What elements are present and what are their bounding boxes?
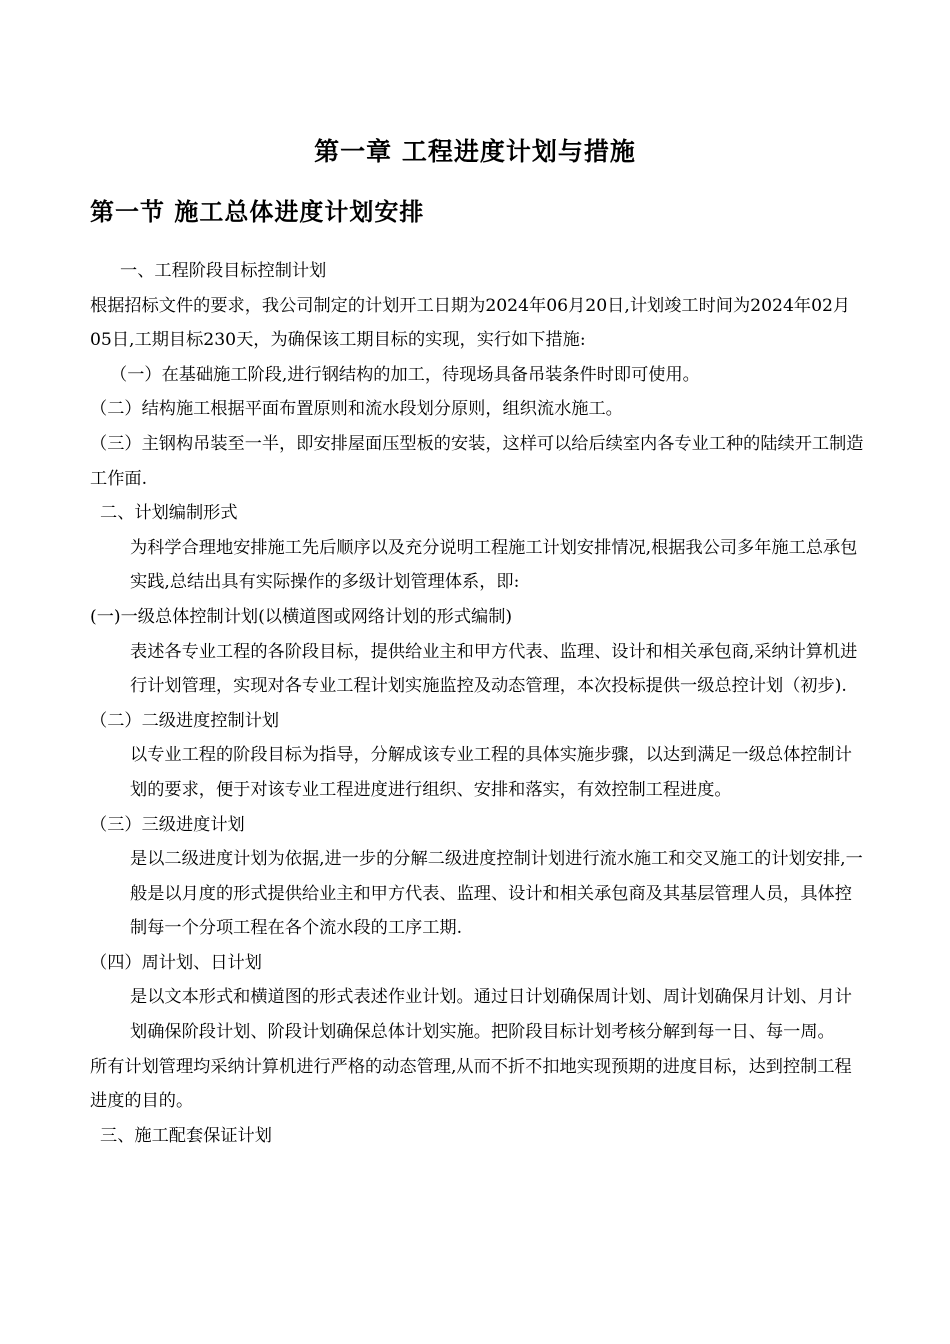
paragraph: （一）在基础施工阶段,进行钢结构的加工，待现场具备吊装条件时即可使用。 <box>110 364 700 385</box>
paragraph: （三）主钢构吊装至一半，即安排屋面压型板的安装，这样可以给后续室内各专业工种的陆续开工制造工作面. <box>90 433 864 489</box>
paragraph: 所有计划管理均采纳计算机进行严格的动态管理,从而不折不扣地实现预期的进度目标，达到控制工程进度的目的。 <box>90 1056 852 1112</box>
section-title: 第一节 施工总体进度计划安排 <box>90 198 425 226</box>
paragraph: 表述各专业工程的各阶段目标，提供给业主和甲方代表、监理、设计和相关承包商,采纳计算机进行计划管理，实现对各专业工程计划实施监控及动态管理，本次投标提供一级总控计划（初步). <box>130 641 858 697</box>
chapter-title: 第一章 工程进度计划与措施 <box>314 137 636 166</box>
paragraph: （二）结构施工根据平面布置原则和流水段划分原则，组织流水施工。 <box>90 399 623 420</box>
paragraph: 一、工程阶段目标控制计划 <box>120 261 327 281</box>
paragraph: 是以二级进度计划为依据,进一步的分解二级进度控制计划进行流水施工和交叉施工的计划安排,一般是以月度的形式提供给业主和甲方代表、监理、设计和相关承包商及其基层管理人员，具体控制每一个分项工程在各个流水段的工序工期. <box>130 849 863 939</box>
paragraph: 以专业工程的阶段目标为指导，分解成该专业工程的具体实施步骤，以达到满足一级总体控制计划的要求，便于对该专业工程进度进行组织、安排和落实，有效控制工程进度。 <box>130 745 852 800</box>
paragraph: 为科学合理地安排施工先后顺序以及充分说明工程施工计划安排情况,根据我公司多年施工总承包实践,总结出具有实际操作的多级计划管理体系，即: <box>130 537 858 593</box>
paragraph: (一)一级总体控制计划(以横道图或网络计划的形式编制) <box>90 606 513 627</box>
paragraph: 三、施工配套保证计划 <box>100 1125 272 1146</box>
paragraph: 二、计划编制形式 <box>100 503 238 524</box>
paragraph: 根据招标文件的要求，我公司制定的计划开工日期为2024年06月20日,计划竣工时间为2024年02月05日,工期目标230天，为确保该工期目标的实现，实行如下措施: <box>90 295 851 351</box>
paragraph: （四）周计划、日计划 <box>90 952 262 973</box>
document-body <box>90 254 865 1153</box>
paragraph: （三）三级进度计划 <box>90 814 245 835</box>
paragraph: 是以文本形式和横道图的形式表述作业计划。通过日计划确保周计划、周计划确保月计划、月计划确保阶段计划、阶段计划确保总体计划实施。把阶段目标计划考核分解到每一日、每一周。 <box>130 987 852 1043</box>
paragraph: （二）二级进度控制计划 <box>90 710 280 731</box>
